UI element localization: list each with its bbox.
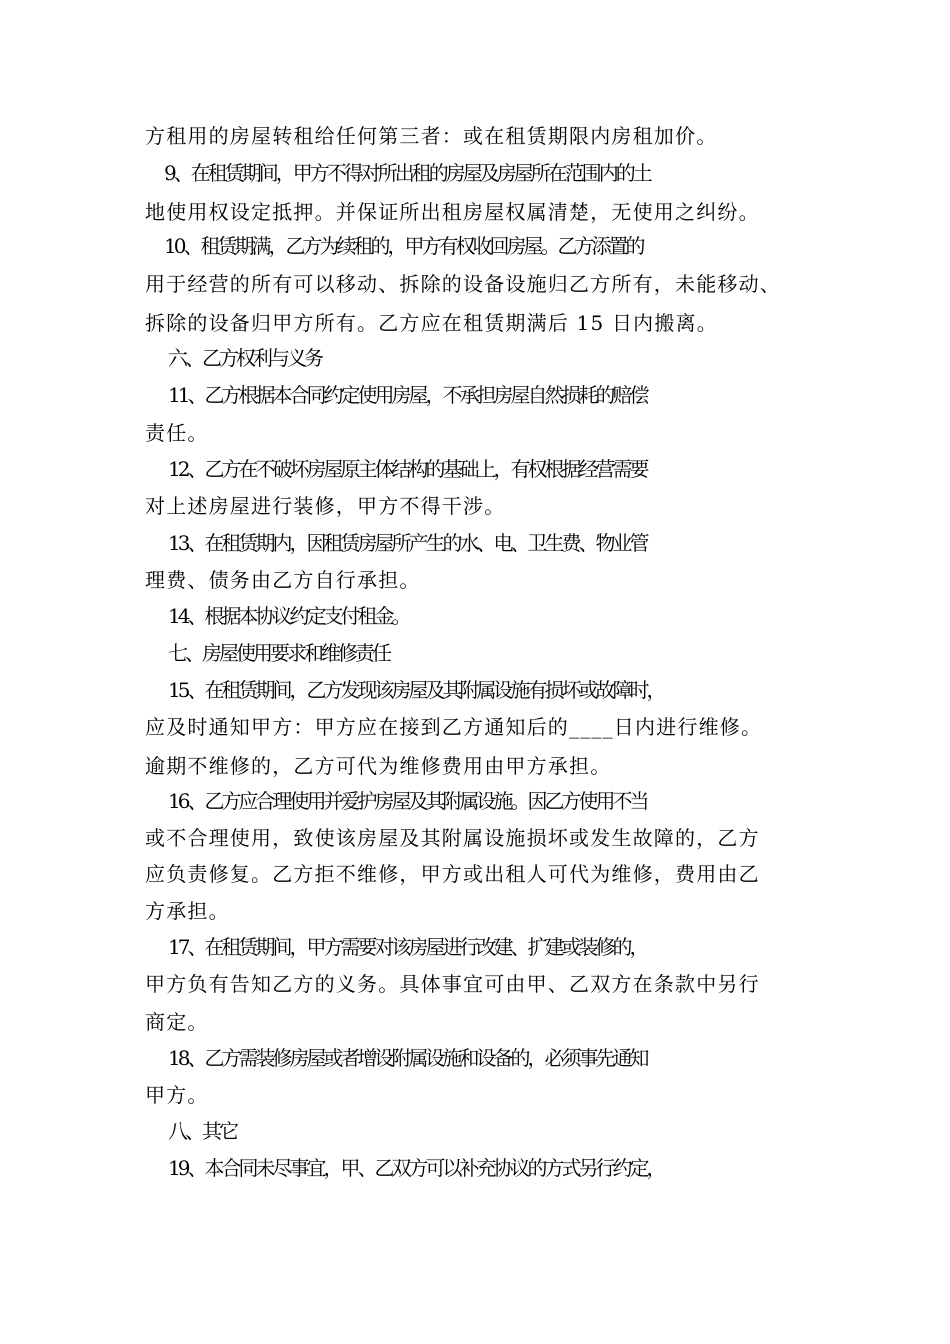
section-heading: 七、房屋使用要求和维修责任 <box>168 641 389 665</box>
text-line: 方承担。 <box>145 899 230 923</box>
text-line: 19、本合同未尽事宜，甲、乙双方可以补充协议的方式另行约定， <box>168 1156 664 1180</box>
text-line: 应及时通知甲方：甲方应在接到乙方通知后的____日内进行维修。 <box>145 715 763 739</box>
text-line: 逾期不维修的，乙方可代为维修费用由甲方承担。 <box>145 754 612 778</box>
text-line: 甲方负有告知乙方的义务。具体事宜可由甲、乙双方在条款中另行 <box>145 972 760 996</box>
text-line: 责任。 <box>145 421 209 445</box>
text-line: 12、乙方在不破坏房屋原主体结构的基础上，有权根据经营需要 <box>168 457 647 481</box>
text-line: 对上述房屋进行装修，甲方不得干涉。 <box>145 494 506 518</box>
text-line: 9、在租赁期间，甲方不得对所出租的房屋及房屋所在范围内的土 <box>164 161 650 185</box>
text-line: 甲方。 <box>145 1083 209 1107</box>
text-line: 商定。 <box>145 1010 209 1034</box>
text-line: 16、乙方应合理使用并爱护房屋及其附属设施。因乙方使用不当 <box>168 789 647 813</box>
section-heading: 六、乙方权利与义务 <box>168 346 321 370</box>
text-line: 理费、债务由乙方自行承担。 <box>145 568 421 592</box>
text-line: 17、在租赁期间，甲方需要对该房屋进行改建、扩建或装修的， <box>168 935 647 959</box>
text-line: 应负责修复。乙方拒不维修，甲方或出租人可代为维修，费用由乙 <box>145 862 760 886</box>
text-line: 11、乙方根据本合同约定使用房屋，不承担房屋自然损耗的赔偿 <box>168 383 647 407</box>
text-line: 18、乙方需装修房屋或者增设附属设施和设备的，必须事先通知 <box>168 1046 647 1070</box>
text-line: 15、在租赁期间，乙方发现该房屋及其附属设施有损坏或故障时， <box>168 678 664 702</box>
section-heading: 八、其它 <box>168 1119 236 1143</box>
text-line: 或不合理使用，致使该房屋及其附属设施损坏或发生故障的，乙方 <box>145 826 760 850</box>
text-line: 13、在租赁期内，因租赁房屋所产生的水、电、卫生费、物业管 <box>168 531 647 555</box>
text-line: 用于经营的所有可以移动、拆除的设备设施归乙方所有，未能移动、 <box>145 272 781 296</box>
text-line: 方租用的房屋转租给任何第三者：或在租赁期限内房租加价。 <box>145 124 718 148</box>
text-line: 拆除的设备归甲方所有。乙方应在租赁期满后 15 日内搬离。 <box>145 311 718 335</box>
text-line: 14、根据本协议约定支付租金。 <box>168 604 409 628</box>
text-line: 10、租赁期满，乙方为续租的，甲方有权收回房屋。乙方添置的 <box>164 234 643 258</box>
text-line: 地使用权设定抵押。并保证所出租房屋权属清楚，无使用之纠纷。 <box>145 200 760 224</box>
